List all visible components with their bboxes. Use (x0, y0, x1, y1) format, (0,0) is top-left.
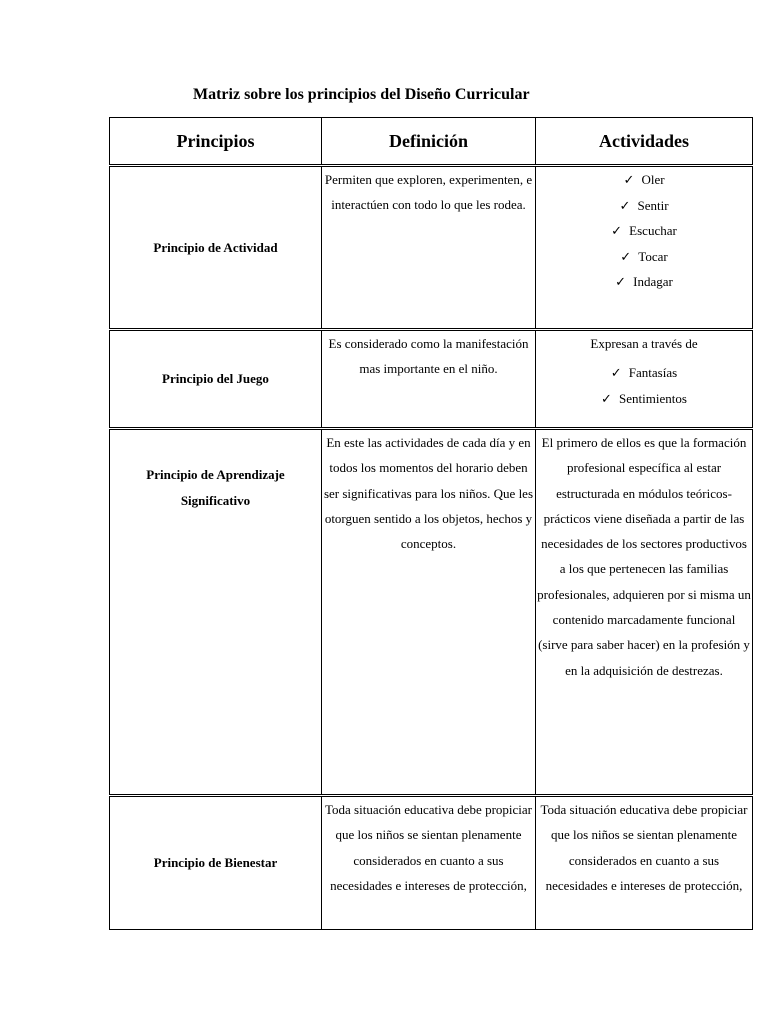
list-item: ✓ Escuchar (537, 218, 751, 244)
list-item: ✓ Sentimientos (537, 386, 751, 412)
definition-cell: En este las actividades de cada día y en todos los momentos del horario deben ser significativas para los niños. Que les otorguen sentido a los objetos, hechos y conceptos. (322, 429, 536, 796)
list-item: ✓ Tocar (537, 244, 751, 270)
definition-cell: Es considerado como la manifestación mas importante en el niño. (322, 330, 536, 429)
checkmark-icon: ✓ (615, 274, 627, 289)
activities-intro: Expresan a través de (590, 336, 698, 351)
checkmark-icon: ✓ (601, 390, 612, 406)
list-item: ✓ Indagar (537, 269, 751, 295)
activities-cell: El primero de ellos es que la formación profesional específica al estar estructurada en módulos teóricos-prácticos viene diseñada a partir de las necesidades de los sectores productivos a los que pertenecen las familias profesionales, adquieren por si misma un contenido marcadamente funcional (sirve para saber hacer) en la profesión y en la adquisición de destrezas. (536, 429, 753, 796)
table-row (110, 166, 753, 330)
checkmark-icon: ✓ (611, 223, 623, 238)
checkmark-icon: ✓ (619, 197, 631, 213)
principle-cell: Principio de Actividad (110, 166, 322, 330)
principle-cell: Principio de Bienestar (110, 796, 322, 930)
activities-cell (536, 166, 753, 330)
definition-cell: Permiten que exploren, experimenten, e interactúen con todo lo que les rodea. (322, 166, 536, 330)
definition-cell: Toda situación educativa debe propiciar que los niños se sientan plenamente considerados en cuanto a sus necesidades e intereses de protección, (322, 796, 536, 930)
table-header-row (110, 118, 753, 166)
activities-list (537, 360, 751, 411)
checkmark-icon: ✓ (623, 172, 635, 187)
header-principios: Principios (110, 118, 322, 166)
activities-list (537, 167, 751, 295)
principles-matrix-table (109, 117, 753, 930)
principle-cell: Principio del Juego (110, 330, 322, 429)
activities-cell: Toda situación educativa debe propiciar que los niños se sientan plenamente considerados en cuanto a sus necesidades e intereses de protección, (536, 796, 753, 930)
list-item: ✓ Oler (537, 167, 751, 193)
document-title: Matriz sobre los principios del Diseño Curricular (193, 86, 530, 103)
activities-cell (536, 330, 753, 429)
table-row (110, 429, 753, 796)
list-item: ✓ Sentir (537, 193, 751, 219)
header-definicion: Definición (322, 118, 536, 166)
checkmark-icon: ✓ (610, 365, 622, 381)
table-row (110, 796, 753, 930)
list-item: ✓ Fantasías (537, 360, 751, 386)
checkmark-icon: ✓ (620, 248, 632, 264)
principle-cell: Principio de Aprendizaje Significativo (110, 429, 322, 796)
header-actividades: Actividades (536, 118, 753, 166)
table-row (110, 330, 753, 429)
